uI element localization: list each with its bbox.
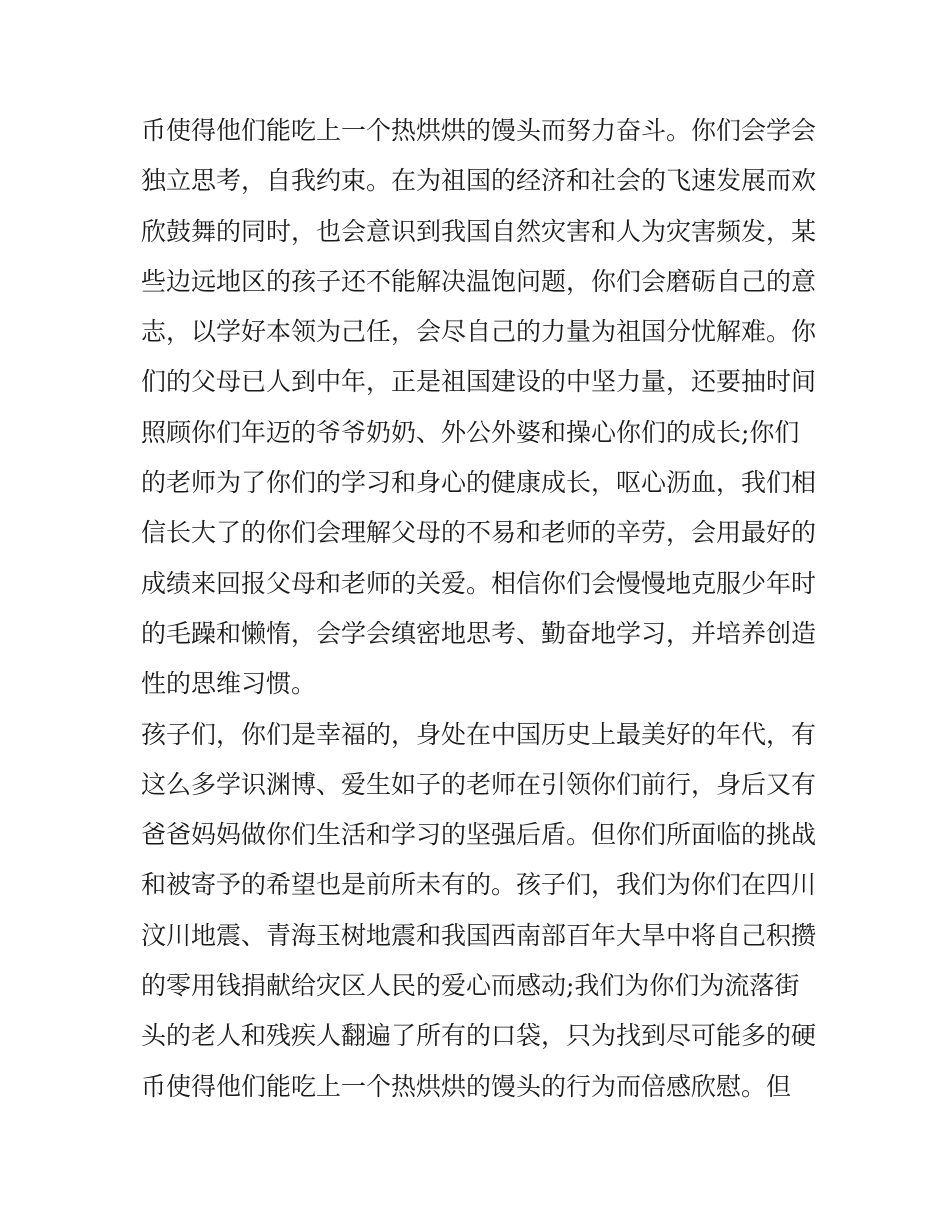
body-text <box>141 106 821 1112</box>
text-line: 信长大了的你们会理解父母的不易和老师的辛劳，会用最好的 <box>141 518 817 548</box>
text-line: 孩子们，你们是幸福的，身处在中国历史上最美好的年代，有 <box>141 719 817 749</box>
text-line: 成绩来回报父母和老师的关爱。相信你们会慢慢地克服少年时 <box>141 568 817 598</box>
text-line: 币使得他们能吃上一个热烘烘的馒头的行为而倍感欣慰。但 <box>141 1071 792 1101</box>
text-line: 这么多学识渊博、爱生如子的老师在引领你们前行，身后又有 <box>141 769 817 799</box>
text-line: 头的老人和残疾人翻遍了所有的口袋，只为找到尽可能多的硬 <box>141 1021 817 1051</box>
text-line: 性的思维习惯。 <box>141 669 317 699</box>
text-line: 们的父母已人到中年，正是祖国建设的中坚力量，还要抽时间 <box>141 367 817 397</box>
text-line: 欣鼓舞的同时，也会意识到我国自然灾害和人为灾害频发，某 <box>141 216 817 246</box>
text-line: 独立思考，自我约束。在为祖国的经济和社会的飞速发展而欢 <box>141 166 817 196</box>
text-line: 照顾你们年迈的爷爷奶奶、外公外婆和操心你们的成长;你们 <box>141 417 800 447</box>
text-line: 汶川地震、青海玉树地震和我国西南部百年大旱中将自己积攒 <box>141 920 817 950</box>
text-line: 爸爸妈妈做你们生活和学习的坚强后盾。但你们所面临的挑战 <box>141 820 817 850</box>
text-line: 和被寄予的希望也是前所未有的。孩子们，我们为你们在四川 <box>141 870 817 900</box>
text-line: 的老师为了你们的学习和身心的健康成长，呕心沥血，我们相 <box>141 468 817 498</box>
text-line: 的毛躁和懒惰，会学会缜密地思考、勤奋地学习，并培养创造 <box>141 618 817 648</box>
text-line: 志，以学好本领为己任，会尽自己的力量为祖国分忧解难。你 <box>141 317 817 347</box>
text-line: 些边远地区的孩子还不能解决温饱问题，你们会磨砺自己的意 <box>141 266 817 296</box>
text-line: 币使得他们能吃上一个热烘烘的馒头而努力奋斗。你们会学会 <box>141 116 817 145</box>
text-line: 的零用钱捐献给灾区人民的爱心而感动;我们为你们为流落街 <box>141 971 800 1001</box>
